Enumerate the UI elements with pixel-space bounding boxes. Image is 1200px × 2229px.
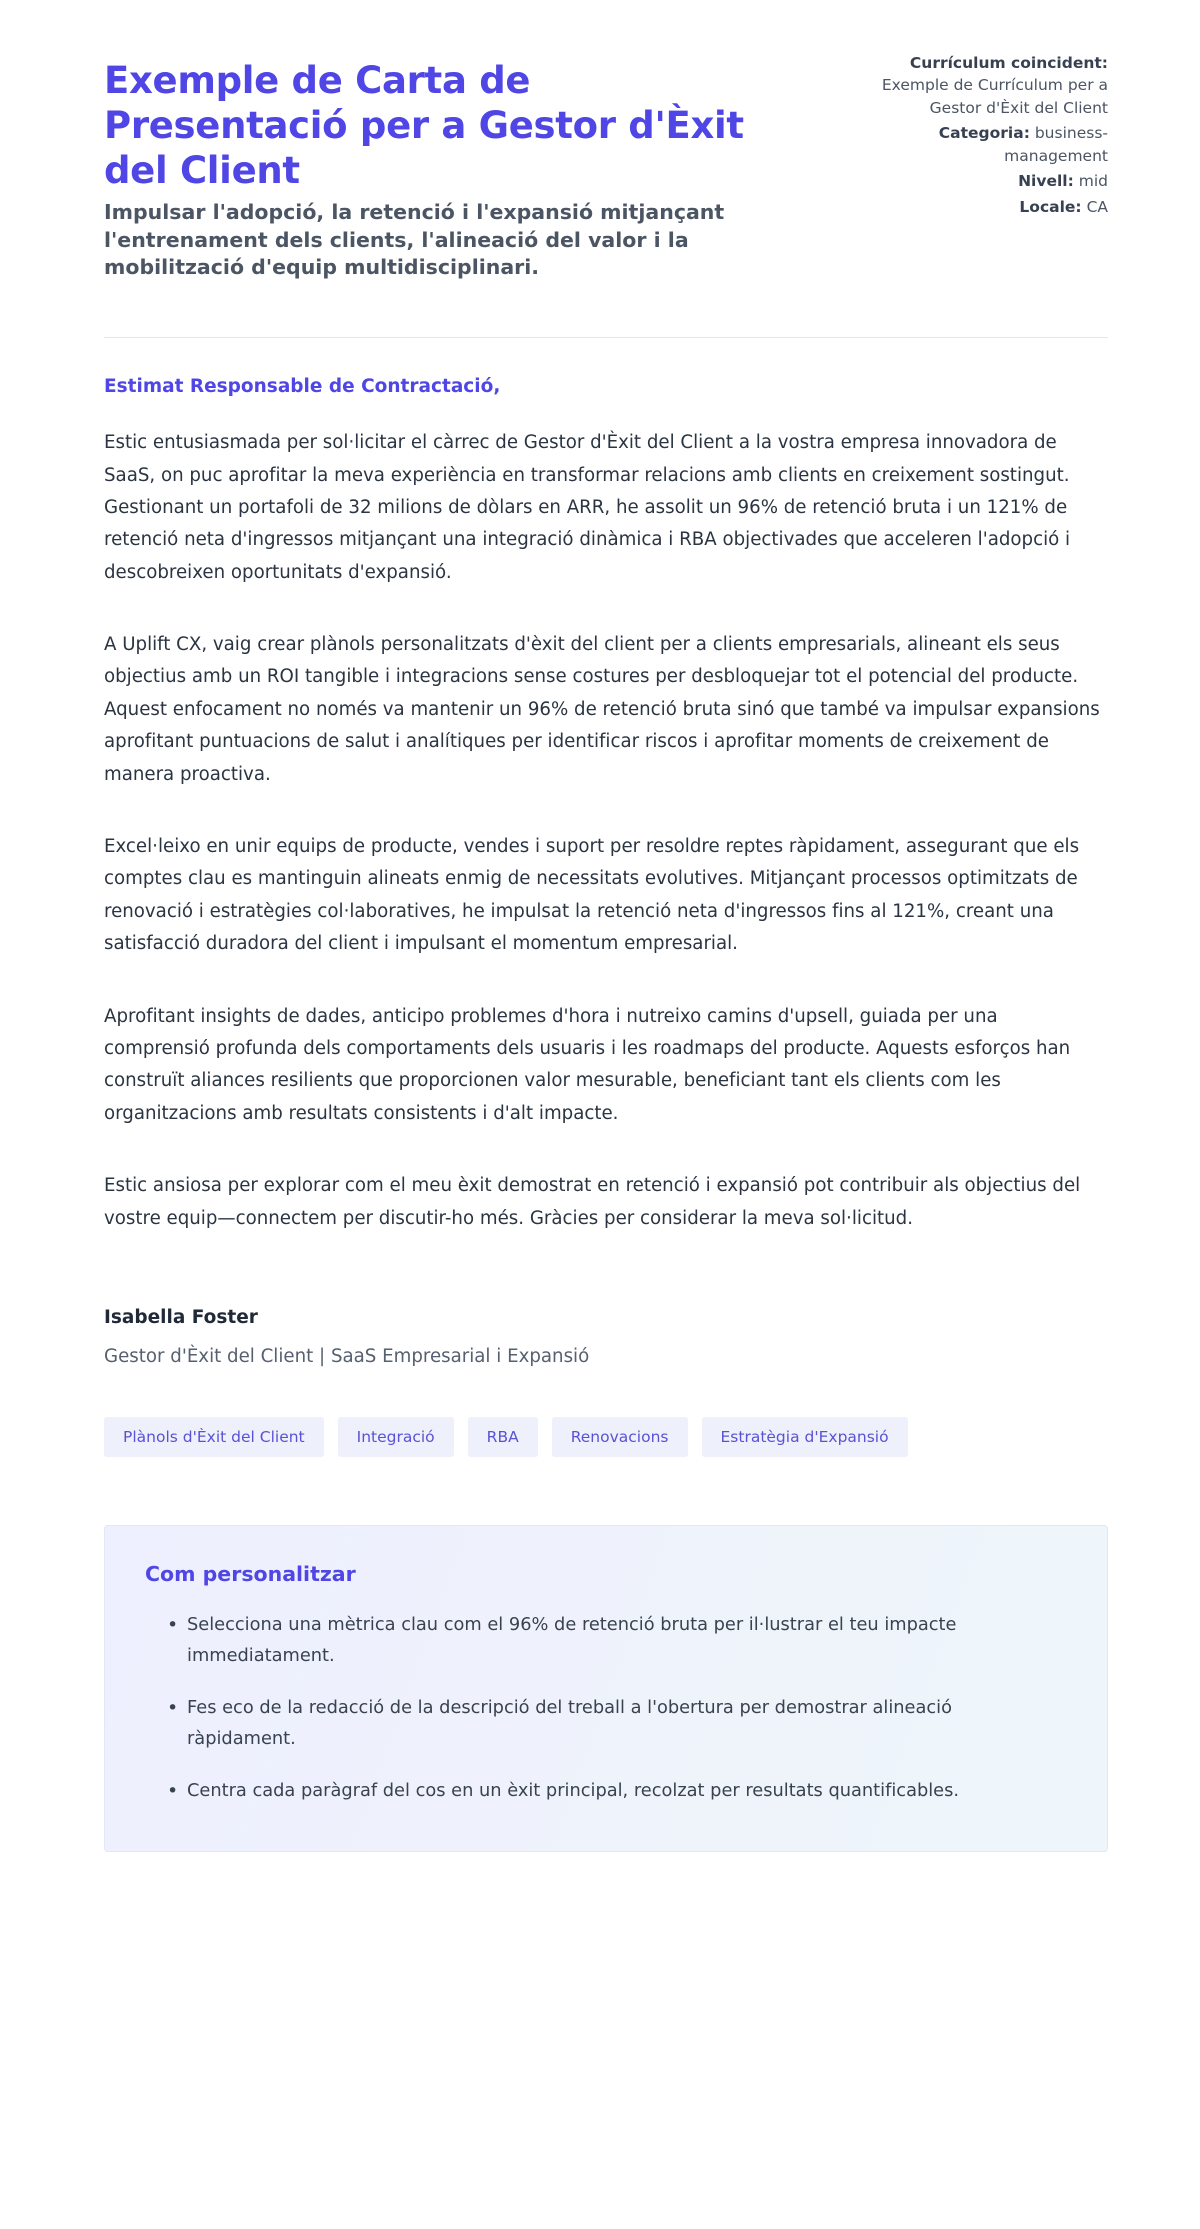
meta-category-label: Categoria: <box>938 124 1030 143</box>
meta-matching-resume-label: Currículum coincident: <box>909 54 1108 72</box>
meta-locale-label: Locale: <box>1019 197 1082 216</box>
letter-salutation: Estimat Responsable de Contractació, <box>104 376 501 398</box>
meta-matching-resume-value: Exemple de Currículum per a Gestor d'Èxit del Client <box>881 76 1108 117</box>
callout-title: Com personalitzar <box>145 1561 356 1586</box>
letter-paragraph: Estic ansiosa per explorar com el meu èxit demostrat en retenció i expansió pot contribuir als objectius del vostre equip—connectem per discutir-ho més. Gràcies per considerar la meva sol·licitud. <box>104 1175 1081 1229</box>
letter-paragraph: Estic entusiasmada per sol·licitar el càrrec de Gestor d'Èxit del Client a la vostra empresa innovadora de SaaS, on puc aprofitar la meva experiència en transformar relacions amb clients en creixement sostingut. Gestionant un portafoli de 32 milions de dòlars en ARR, he assolit un 96% de retenció bruta i un 121% de retenció neta d'ingressos mitjançant una integració dinàmica i RBA objectivades que acceleren l'adopció i descobreixen oportunitats d'expansió. <box>104 432 1071 583</box>
callout-tip-item: • Selecciona una mètrica clau com el 96% de retenció bruta per il·lustrar el teu impacte immediatament. <box>171 1610 1051 1671</box>
how-to-customize-callout <box>104 1525 1108 1852</box>
letter-paragraph: Excel·leixo en unir equips de producte, vendes i suport per resoldre reptes ràpidament, assegurant que els comptes clau es mantinguin alineats enmig de necessitats evolutives. Mitjançant processos optimitzats de renovació i estratègies col·laboratives, he impulsat la retenció neta d'ingressos fins al 121%, creant una satisfacció duradora del client i impulsant el momentum empresarial. <box>104 836 1080 955</box>
letter-paragraph: Aprofitant insights de dades, anticipo problemes d'hora i nutreixo camins d'upsell, guiada per una comprensió profunda dels comportaments dels usuaris i les roadmaps del producte. Aquests esforços han construït aliances resilients que proporcionen valor mesurable, beneficiant tant els clients com les organitzacions amb resultats consistents i d'alt impacte. <box>104 1005 1071 1124</box>
letter-body <box>104 338 1108 1852</box>
meta-level-value: mid <box>1078 172 1108 191</box>
meta-level <box>850 170 1108 192</box>
letter-paragraph: A Uplift CX, vaig crear plànols personalitzats d'èxit del client per a clients empresarials, alineant els seus objectius amb un ROI tangible i integracions sense costures per desbloquejar tot el potencial del producte. Aquest enfocament no només va mantenir un 96% de retenció bruta sinó que també va impulsar expansions aprofitant puntuacions de salut i analítiques per identificar riscos i aprofitar moments de creixement de manera proactiva. <box>104 634 1100 785</box>
callout-tip-item: • Centra cada paràgraf del cos en un èxit principal, recolzat per resultats quantificables. <box>171 1776 1051 1807</box>
tag-chip[interactable]: Plànols d'Èxit del Client <box>104 1417 324 1457</box>
signature-name: Isabella Foster <box>104 1306 258 1328</box>
callout-tip-list <box>145 1610 1067 1807</box>
tag-chip[interactable]: RBA <box>468 1417 538 1457</box>
meta-locale-value: CA <box>1086 197 1108 216</box>
page-title: Exemple de Carta de Presentació per a Gestor d'Èxit del Client <box>104 59 744 193</box>
tag-list <box>104 1417 1108 1457</box>
callout-tip-item: • Fes eco de la redacció de la descripció del treball a l'obertura per demostrar alineació ràpidament. <box>171 1693 1051 1754</box>
page-header <box>104 46 1108 281</box>
tag-chip[interactable]: Renovacions <box>552 1417 688 1457</box>
meta-category <box>850 122 1108 167</box>
letter-paragraphs <box>104 427 1108 1235</box>
meta-category-value: business-management <box>1004 124 1108 165</box>
signature-block <box>104 1307 1108 1367</box>
page-subtitle: Impulsar l'adopció, la retenció i l'expansió mitjançant l'entrenament dels clients, l'alineació del valor i la mobilització d'equip multidisciplinari. <box>104 200 725 279</box>
signature-role: Gestor d'Èxit del Client | SaaS Empresarial i Expansió <box>104 1345 590 1367</box>
header-title-block <box>104 46 804 281</box>
meta-matching-resume <box>850 52 1108 119</box>
meta-locale <box>850 196 1108 218</box>
tag-chip[interactable]: Integració <box>338 1417 454 1457</box>
meta-level-label: Nivell: <box>1018 172 1074 191</box>
document-metadata-panel <box>850 46 1108 220</box>
tag-chip[interactable]: Estratègia d'Expansió <box>702 1417 908 1457</box>
